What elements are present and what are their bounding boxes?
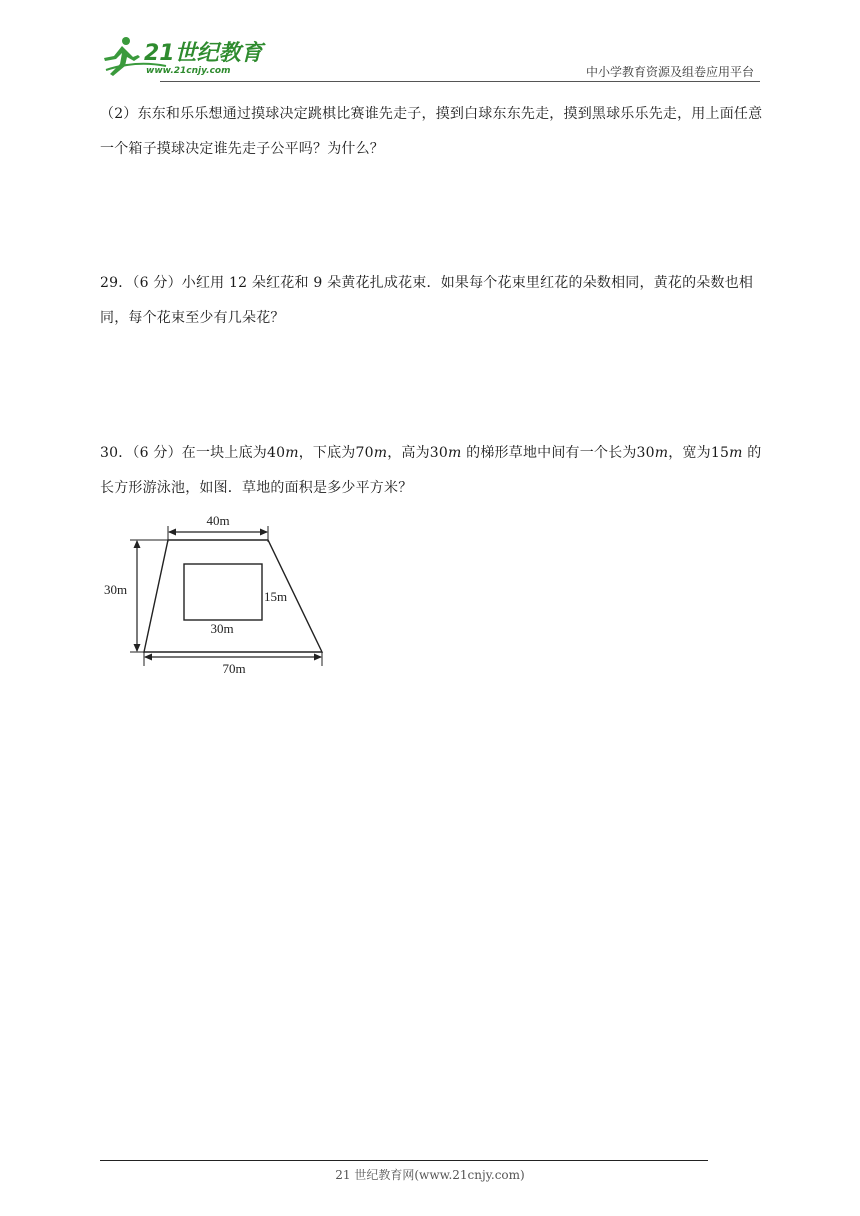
logo-text: 21世纪教育 — [144, 41, 263, 66]
unit-symbol: m — [654, 445, 669, 461]
rect-height-label: 15m — [264, 589, 288, 604]
question-30 — [100, 436, 764, 506]
trapezoid-figure — [96, 506, 336, 678]
page-header — [96, 30, 760, 82]
unit-symbol: m — [448, 445, 462, 461]
footer-rule — [100, 1160, 708, 1161]
logo-url-text: www.21cnjy.com — [146, 66, 231, 76]
question-text-part: ，高为30 — [387, 445, 449, 461]
top-base-label: 40m — [206, 513, 230, 528]
rect-width-label: 30m — [210, 621, 234, 636]
question-text-part: 的长方形游泳池，如图．草地的面积是多少平方米？ — [100, 445, 762, 496]
bottom-base-label: 70m — [222, 661, 246, 676]
question-text: （2）东东和乐乐想通过摸球决定跳棋比赛谁先走子，摸到白球东东先走，摸到黑球乐乐先走，用上面任意一个箱子摸球决定谁先走子公平吗？为什么？ — [100, 106, 763, 157]
question-text: 小红用 12 朵红花和 9 朵黄花扎成花束．如果每个花束里红花的朵数相同，黄花的朵数也相同，每个花束至少有几朵花？ — [100, 275, 754, 326]
height-label: 30m — [104, 582, 128, 597]
site-logo — [96, 30, 266, 82]
question-number: 29． — [100, 275, 133, 291]
question-number: 30． — [100, 445, 133, 461]
unit-symbol: m — [373, 445, 388, 461]
platform-name: 中小学教育资源及组卷应用平台 — [585, 65, 754, 79]
question-text-part: 在一块上底为40 — [181, 445, 286, 461]
pool-rectangle — [184, 564, 262, 620]
question-text-part: ，下底为70 — [298, 445, 374, 461]
question-text-part: 的梯形草地中间有一个长为30 — [461, 445, 655, 461]
question-28-part-2 — [100, 97, 764, 167]
question-score: （6 分） — [132, 445, 182, 461]
logo-graphic — [96, 30, 266, 82]
trapezoid-diagram — [96, 506, 336, 678]
question-score: （6 分） — [132, 275, 182, 291]
page-footer: 21 世纪教育网(www.21cnjy.com) — [335, 1168, 525, 1182]
unit-symbol: m — [729, 445, 743, 461]
unit-symbol: m — [285, 445, 299, 461]
question-29 — [100, 266, 764, 336]
header-rule — [160, 81, 760, 82]
question-text-part: ，宽为15 — [668, 445, 730, 461]
